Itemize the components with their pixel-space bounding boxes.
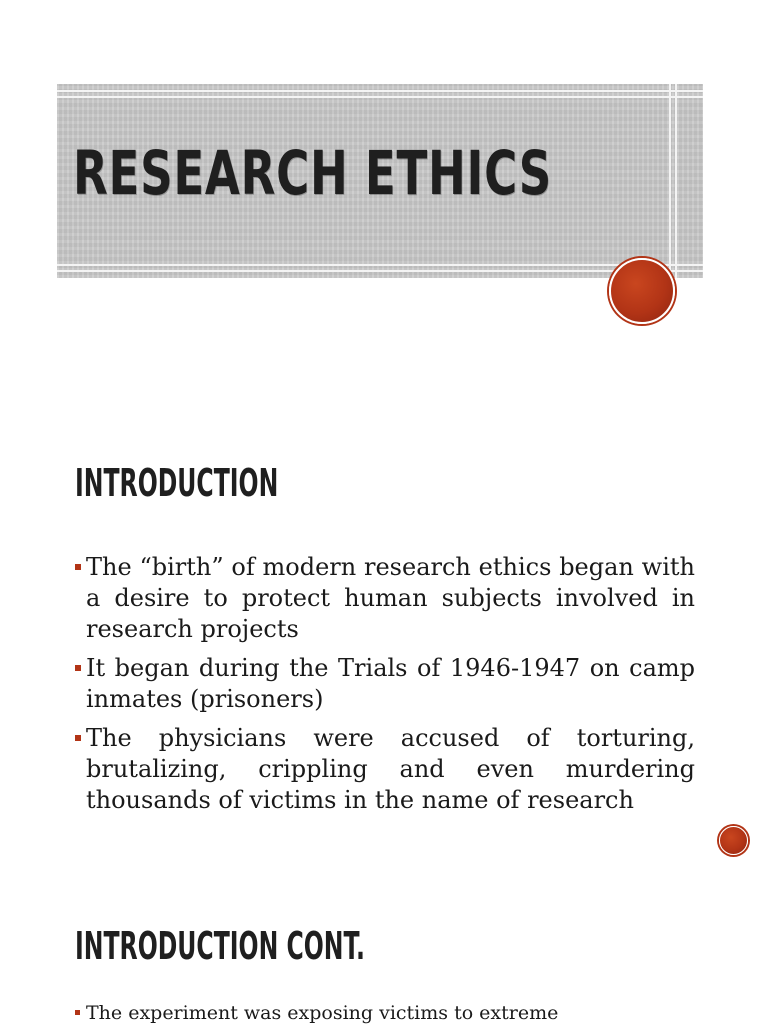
bullet-square-icon <box>75 564 81 570</box>
bullet-text: The experiment was exposing victims to extreme <box>86 1002 559 1024</box>
slide-title: RESEARCH ETHICS <box>73 138 553 209</box>
decorative-circle-icon <box>719 826 748 855</box>
bullet-list-introduction <box>75 552 695 824</box>
banner-stripe <box>57 90 703 92</box>
title-banner <box>57 84 703 278</box>
bullet-square-icon <box>75 1010 80 1015</box>
bullet-item <box>75 552 695 645</box>
banner-stripe <box>57 96 703 98</box>
bullet-square-icon <box>75 735 81 741</box>
section-heading-introduction-cont: INTRODUCTION CONT. <box>75 924 365 968</box>
bullet-list-introduction-cont <box>75 1000 695 1024</box>
decorative-circle-icon <box>609 258 675 324</box>
bullet-text: It began during the Trials of 1946-1947 on camp inmates (prisoners) <box>86 654 695 713</box>
bullet-item <box>75 653 695 715</box>
bullet-item <box>75 1000 695 1024</box>
bullet-square-icon <box>75 665 81 671</box>
bullet-item <box>75 723 695 816</box>
banner-stripe <box>57 264 703 266</box>
banner-stripe <box>57 270 703 272</box>
banner-stripe <box>675 84 677 278</box>
section-heading-introduction: INTRODUCTION <box>75 461 279 505</box>
bullet-text: The “birth” of modern research ethics began with a desire to protect human subjects involved in research projects <box>86 553 695 643</box>
banner-stripe <box>669 84 671 278</box>
bullet-text: The physicians were accused of torturing, brutalizing, crippling and even murdering thousands of victims in the name of research <box>86 724 695 814</box>
